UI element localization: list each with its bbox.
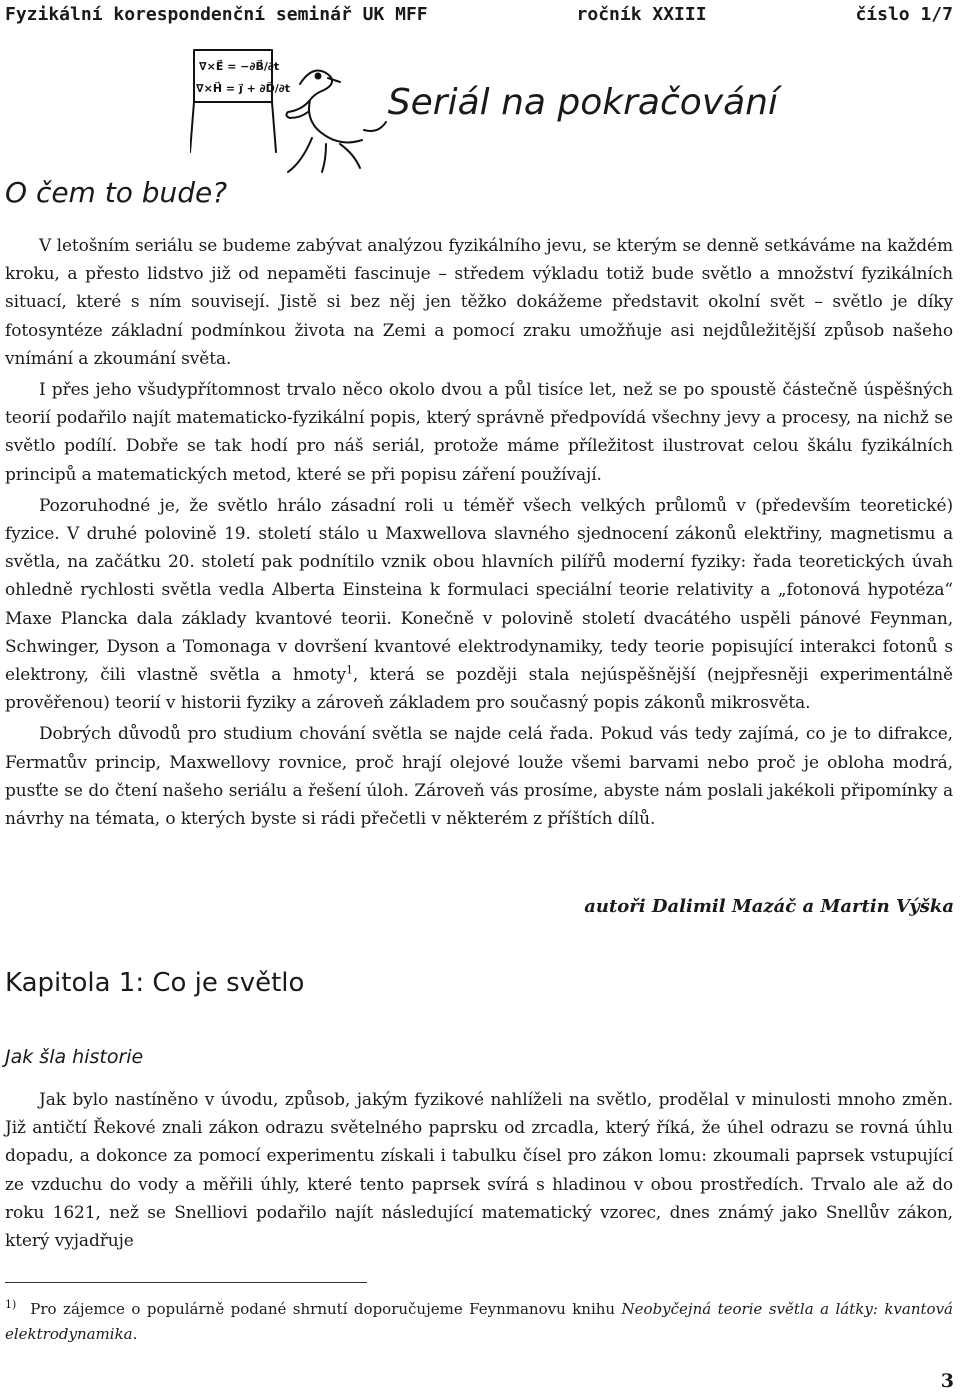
intro-paragraph-2: I přes jeho všudypřítomnost trvalo něco okolo dvou a půl tisíce let, než se po spoustě částečně úspěšných teorií podařilo najít matematicko-fyzikální popis, který správně předpovídá všechny jevy a procesy, na nichž se světlo podílí. Dobře se tak hodí pro náš seriál, protože máme příležitost ilustrovat celou škálu fyzikálních principů a matematických metod, které se při popisu záření používají.: [5, 380, 953, 485]
footnote-end: .: [132, 1325, 138, 1343]
footnote-reference[interactable]: 1: [345, 663, 353, 677]
dinosaur-blackboard-logo: [190, 42, 390, 182]
authors-signature: autoři Dalimil Mazáč a Martin Výška: [584, 896, 954, 917]
page-number: 3: [940, 1370, 954, 1392]
footnote-book-title: Neobyčejná teorie světla a látky: kvantová elektrodynamika: [5, 1300, 953, 1343]
history-paragraph: Jak bylo nastíněno v úvodu, způsob, jakým fyzikové nahlíželi na světlo, prodělal v minulosti mnoho změn. Již antičtí Řekové znali zákon odrazu světelného paprsku od zrcadla, který říká, že úhel odrazu se rovná úhlu dopadu, a dokonce za pomocí experimentu získali i tabulku čísel pro zákon lomu: zkoumali paprsek vstupující ze vzduchu do vody a měřili úhly, které tento paprsek svírá s hladinou v obou prostředích. Trvalo ale až do roku 1621, než se Snelliovi podařilo najít následující matematický vzorec, dnes známý jako Snellův zákon, který vyjadřuje: [5, 1090, 953, 1252]
blackboard-equation-2: ∇×H⃗ = j⃗ + ∂D⃗/∂t: [196, 82, 290, 95]
footnote-mark: 1): [5, 1298, 17, 1311]
header-volume: ročník XXIII: [576, 4, 707, 25]
footnote-divider: [5, 1282, 367, 1283]
paragraph-3-text-end: , která se později stala nejúspěšnější (nejpřesněji experimentálně prověřenou) teorií v historii fyziky a zároveň základem pro současný popis zákonů mikrosvěta.: [5, 665, 953, 714]
intro-paragraph-3: [5, 492, 953, 718]
footnote: [5, 1292, 953, 1347]
intro-heading: O čem to bude?: [5, 176, 228, 209]
serial-title: Seriál na pokračování: [387, 82, 778, 123]
history-text: [5, 1086, 953, 1255]
subsection-title: Jak šla historie: [5, 1046, 144, 1068]
intro-paragraph-1: V letošním seriálu se budeme zabývat analýzou fyzikálního jevu, se kterým se denně setkáváme na každém kroku, a přesto lidstvo již od nepaměti fascinuje – středem výkladu totiž bude světlo a množství fyzikálních situací, které s ním souvisejí. Jistě si bez něj jen těžko dokážeme představit okolní svět – světlo je díky fotosyntéze základní podmínkou života na Zemi a pomocí zraku umožňuje asi nejdůležitější způsob našeho vnímání a zkoumání světa.: [5, 236, 953, 369]
page-header: [5, 4, 953, 25]
paragraph-3-text: Pozoruhodné je, že světlo hrálo zásadní roli u téměř všech velkých průlomů v (především teoretické) fyzice. V druhé polovině 19. století stálo u Maxwellova slavného sjednocení zákonů elektřiny, magnetismu a světla, na začátku 20. století pak podnítilo vznik obou hlavních pilířů moderní fyziky: řada teoretických úvah ohledně rychlosti světla vedla Alberta Einsteina k formulaci speciální teorie relativity a „fotonová hypotéza“ Maxe Plancka dala základy kvantové teorii. Konečně v polovině století dvacátého uspěli pánové Feynman, Schwinger, Dyson a Tomonaga v dovršení kvantové elektrodynamiky, tedy teorie popisující interakci fotonů s elektrony, čili vlastně světla a hmoty: [5, 495, 953, 686]
chapter-title: Kapitola 1: Co je světlo: [5, 968, 305, 998]
header-seminar: Fyzikální korespondenční seminář UK MFF: [5, 4, 428, 25]
header-issue: číslo 1/7: [855, 4, 953, 25]
blackboard-equation-1: ∇×E⃗ = −∂B⃗/∂t: [199, 60, 280, 73]
intro-text: [5, 232, 953, 833]
intro-paragraph-4: Dobrých důvodů pro studium chování světla se najde celá řada. Pokud vás tedy zajímá, co je to difrakce, Fermatův princip, Maxwellovy rovnice, proč hrají olejové louže všemi barvami nebo proč je obloha modrá, pusťte se do čtení našeho seriálu a řešení úloh. Zároveň vás prosíme, abyste nám poslali jakékoli připomínky a návrhy na témata, o kterých byste si rádi přečetli v některém z příštích dílů.: [5, 724, 953, 830]
footnote-text: Pro zájemce o populárně podané shrnutí doporučujeme Feynmanovu knihu: [30, 1300, 622, 1318]
